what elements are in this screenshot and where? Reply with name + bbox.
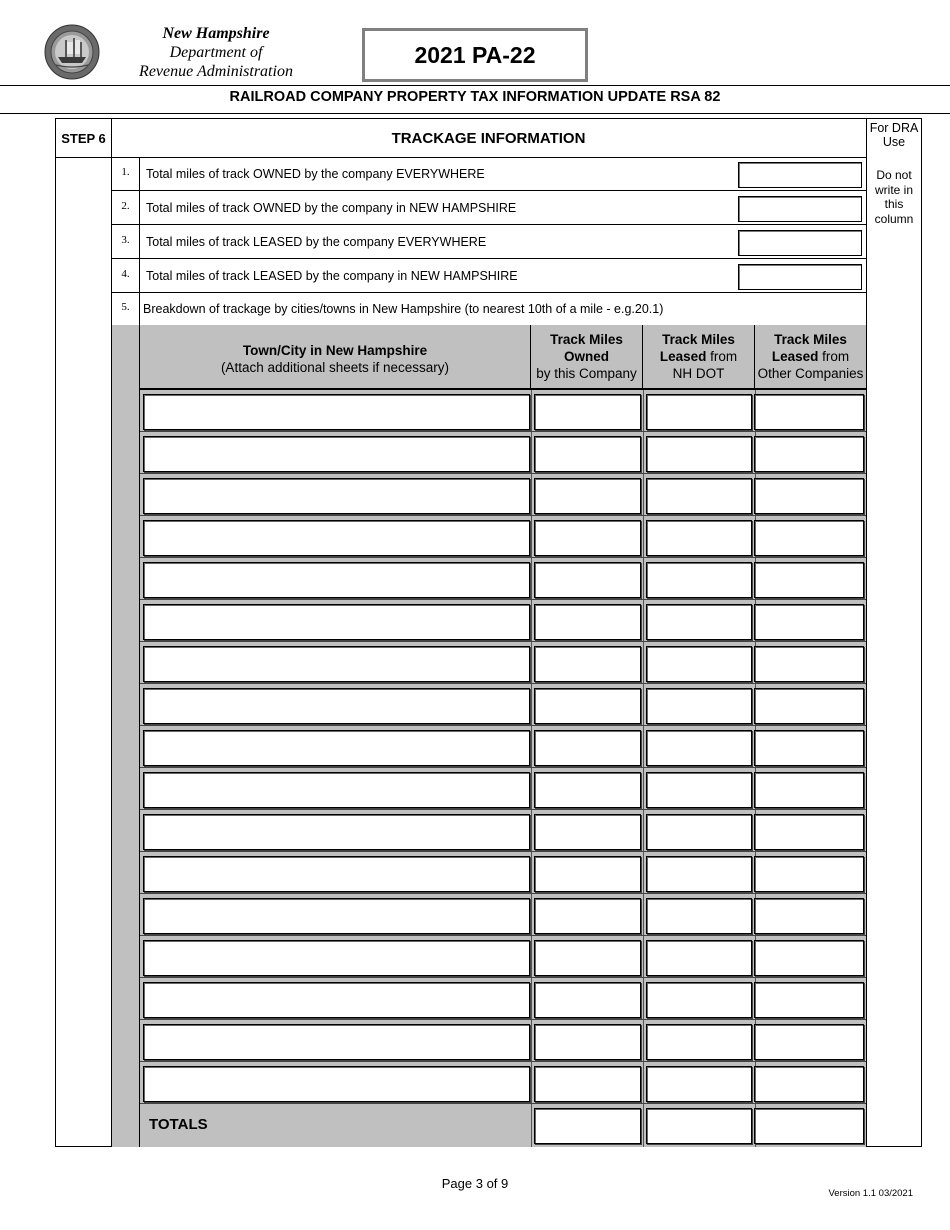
other-miles-input[interactable] (754, 520, 864, 556)
breakdown-label: Breakdown of trackage by cities/towns in New Hampshire (to nearest 10th of a mile - e.g.20.1) (143, 302, 664, 316)
dra-note: Do not write in this column (874, 168, 914, 226)
other-miles-input[interactable] (754, 562, 864, 598)
owned-miles-input[interactable] (534, 394, 641, 430)
row-separator (140, 557, 866, 558)
col-header-town-title: Town/City in New Hampshire (242, 343, 428, 358)
nhdot-miles-input[interactable] (646, 814, 752, 850)
form-subtitle: RAILROAD COMPANY PROPERTY TAX INFORMATION UPDATE RSA 82 (229, 89, 721, 105)
question-label: Total miles of track OWNED by the company EVERYWHERE (146, 167, 485, 181)
nhdot-miles-input[interactable] (646, 688, 752, 724)
town-input[interactable] (143, 730, 530, 766)
other-miles-input[interactable] (754, 898, 864, 934)
question-row-3 (111, 225, 867, 259)
version-label: Version 1.1 03/2021 (828, 1188, 913, 1199)
question-number: 1. (112, 157, 140, 190)
dept-line-1: Department of (169, 44, 263, 61)
town-input[interactable] (143, 520, 530, 556)
owned-miles-input[interactable] (534, 1066, 641, 1102)
owned-miles-input[interactable] (534, 898, 641, 934)
breakdown-row (111, 292, 867, 326)
other-miles-input[interactable] (754, 940, 864, 976)
col-header-owned-line3: by this Company (536, 366, 637, 381)
nhdot-miles-input[interactable] (646, 1066, 752, 1102)
owned-miles-input[interactable] (534, 646, 641, 682)
other-miles-input[interactable] (754, 478, 864, 514)
other-miles-input[interactable] (754, 1066, 864, 1102)
town-input[interactable] (143, 604, 530, 640)
town-input[interactable] (143, 982, 530, 1018)
table-left-strip (112, 325, 140, 1147)
totals-label: TOTALS (149, 1116, 208, 1133)
other-miles-input[interactable] (754, 856, 864, 892)
trackage-table-body (140, 390, 866, 1147)
other-miles-input[interactable] (754, 394, 864, 430)
nhdot-miles-input[interactable] (646, 604, 752, 640)
col-header-nhdot-leased: Leased (659, 349, 707, 364)
row-separator (140, 809, 866, 810)
question-row-2 (111, 191, 867, 225)
total-owned-miles-input[interactable] (534, 1108, 641, 1144)
owned-nh-input[interactable] (738, 196, 862, 222)
town-input[interactable] (143, 436, 530, 472)
other-miles-input[interactable] (754, 814, 864, 850)
other-miles-input[interactable] (754, 646, 864, 682)
col-header-town-note: (Attach additional sheets if necessary) (220, 360, 450, 375)
row-separator (140, 977, 866, 978)
page-number: Page 3 of 9 (441, 1176, 509, 1191)
col-header-other-leased: Leased (771, 349, 819, 364)
nhdot-miles-input[interactable] (646, 436, 752, 472)
town-input[interactable] (143, 772, 530, 808)
owned-miles-input[interactable] (534, 856, 641, 892)
header-rule-top (0, 85, 950, 86)
col-header-town (140, 325, 531, 390)
owned-miles-input[interactable] (534, 562, 641, 598)
town-input[interactable] (143, 940, 530, 976)
total-nhdot-miles-input[interactable] (646, 1108, 752, 1144)
owned-miles-input[interactable] (534, 436, 641, 472)
town-input[interactable] (143, 814, 530, 850)
question-label: Total miles of track LEASED by the company in NEW HAMPSHIRE (146, 269, 518, 283)
owned-miles-input[interactable] (534, 940, 641, 976)
question-number: 3. (112, 225, 140, 258)
header-rule-bottom (0, 113, 950, 114)
town-input[interactable] (143, 1066, 530, 1102)
nhdot-miles-input[interactable] (646, 982, 752, 1018)
leased-everywhere-input[interactable] (738, 230, 862, 256)
other-miles-input[interactable] (754, 730, 864, 766)
town-input[interactable] (143, 478, 530, 514)
dept-line-2: Revenue Administration (139, 63, 293, 80)
owned-miles-input[interactable] (534, 814, 641, 850)
other-miles-input[interactable] (754, 1024, 864, 1060)
row-separator (140, 1061, 866, 1062)
nhdot-miles-input[interactable] (646, 394, 752, 430)
owned-miles-input[interactable] (534, 520, 641, 556)
question-number: 2. (112, 191, 140, 224)
state-name: New Hampshire (162, 25, 270, 42)
nhdot-miles-input[interactable] (646, 520, 752, 556)
total-other-miles-input[interactable] (754, 1108, 864, 1144)
nhdot-miles-input[interactable] (646, 856, 752, 892)
section-title: TRACKAGE INFORMATION (111, 118, 867, 158)
town-input[interactable] (143, 1024, 530, 1060)
step-left-column (55, 157, 112, 1147)
other-miles-input[interactable] (754, 772, 864, 808)
row-separator (140, 725, 866, 726)
row-separator (140, 851, 866, 852)
col-header-nhdot-line1: Track Miles (662, 332, 735, 347)
other-miles-input[interactable] (754, 604, 864, 640)
owned-miles-input[interactable] (534, 478, 641, 514)
question-row-1 (111, 157, 867, 191)
question-number: 4. (112, 259, 140, 292)
row-separator (140, 1103, 866, 1104)
question-label: Total miles of track LEASED by the company EVERYWHERE (146, 235, 487, 249)
col-header-owned-line2: Owned (563, 349, 609, 364)
other-miles-input[interactable] (754, 982, 864, 1018)
dra-use-label: For DRA Use (869, 121, 919, 149)
row-separator (140, 683, 866, 684)
col-header-owned-line1: Track Miles (550, 332, 623, 347)
state-seal (44, 24, 100, 80)
owned-miles-input[interactable] (534, 1024, 641, 1060)
col-header-nhdot-line3: NH DOT (672, 366, 725, 381)
question-number: 5. (112, 292, 140, 325)
col-header-other-line2 (755, 348, 866, 365)
nhdot-miles-input[interactable] (646, 562, 752, 598)
row-separator (140, 515, 866, 516)
row-separator (140, 1019, 866, 1020)
row-separator (140, 641, 866, 642)
row-separator (140, 935, 866, 936)
nhdot-miles-input[interactable] (646, 898, 752, 934)
col-header-other (755, 325, 866, 390)
col-header-nhdot-line2 (643, 348, 754, 365)
town-input[interactable] (143, 856, 530, 892)
town-input[interactable] (143, 394, 530, 430)
nhdot-miles-input[interactable] (646, 772, 752, 808)
other-miles-input[interactable] (754, 436, 864, 472)
question-row-4 (111, 259, 867, 293)
nhdot-miles-input[interactable] (646, 940, 752, 976)
owned-miles-input[interactable] (534, 730, 641, 766)
dra-use-column (866, 118, 922, 1147)
town-input[interactable] (143, 646, 530, 682)
nhdot-miles-input[interactable] (646, 730, 752, 766)
town-input[interactable] (143, 898, 530, 934)
owned-miles-input[interactable] (534, 688, 641, 724)
row-separator (140, 599, 866, 600)
owned-everywhere-input[interactable] (738, 162, 862, 188)
column-separator (531, 390, 532, 1147)
owned-miles-input[interactable] (534, 604, 641, 640)
town-input[interactable] (143, 688, 530, 724)
other-miles-input[interactable] (754, 688, 864, 724)
step-label: STEP 6 (55, 118, 112, 158)
question-label: Total miles of track OWNED by the company in NEW HAMPSHIRE (146, 201, 517, 215)
row-separator (140, 767, 866, 768)
row-separator (140, 893, 866, 894)
nhdot-miles-input[interactable] (646, 1024, 752, 1060)
town-input[interactable] (143, 562, 530, 598)
row-separator (140, 431, 866, 432)
owned-miles-input[interactable] (534, 772, 641, 808)
leased-nh-input[interactable] (738, 264, 862, 290)
col-header-nhdot-from: from (706, 349, 738, 364)
department-block (118, 24, 314, 81)
owned-miles-input[interactable] (534, 982, 641, 1018)
col-header-other-line3: Other Companies (757, 366, 864, 381)
col-header-owned (531, 325, 643, 390)
nhdot-miles-input[interactable] (646, 646, 752, 682)
col-header-nhdot (643, 325, 755, 390)
nhdot-miles-input[interactable] (646, 478, 752, 514)
col-header-other-from: from (818, 349, 850, 364)
row-separator (140, 473, 866, 474)
column-separator (643, 390, 644, 1147)
col-header-other-line1: Track Miles (774, 332, 847, 347)
form-id: 2021 PA-22 (362, 28, 588, 82)
